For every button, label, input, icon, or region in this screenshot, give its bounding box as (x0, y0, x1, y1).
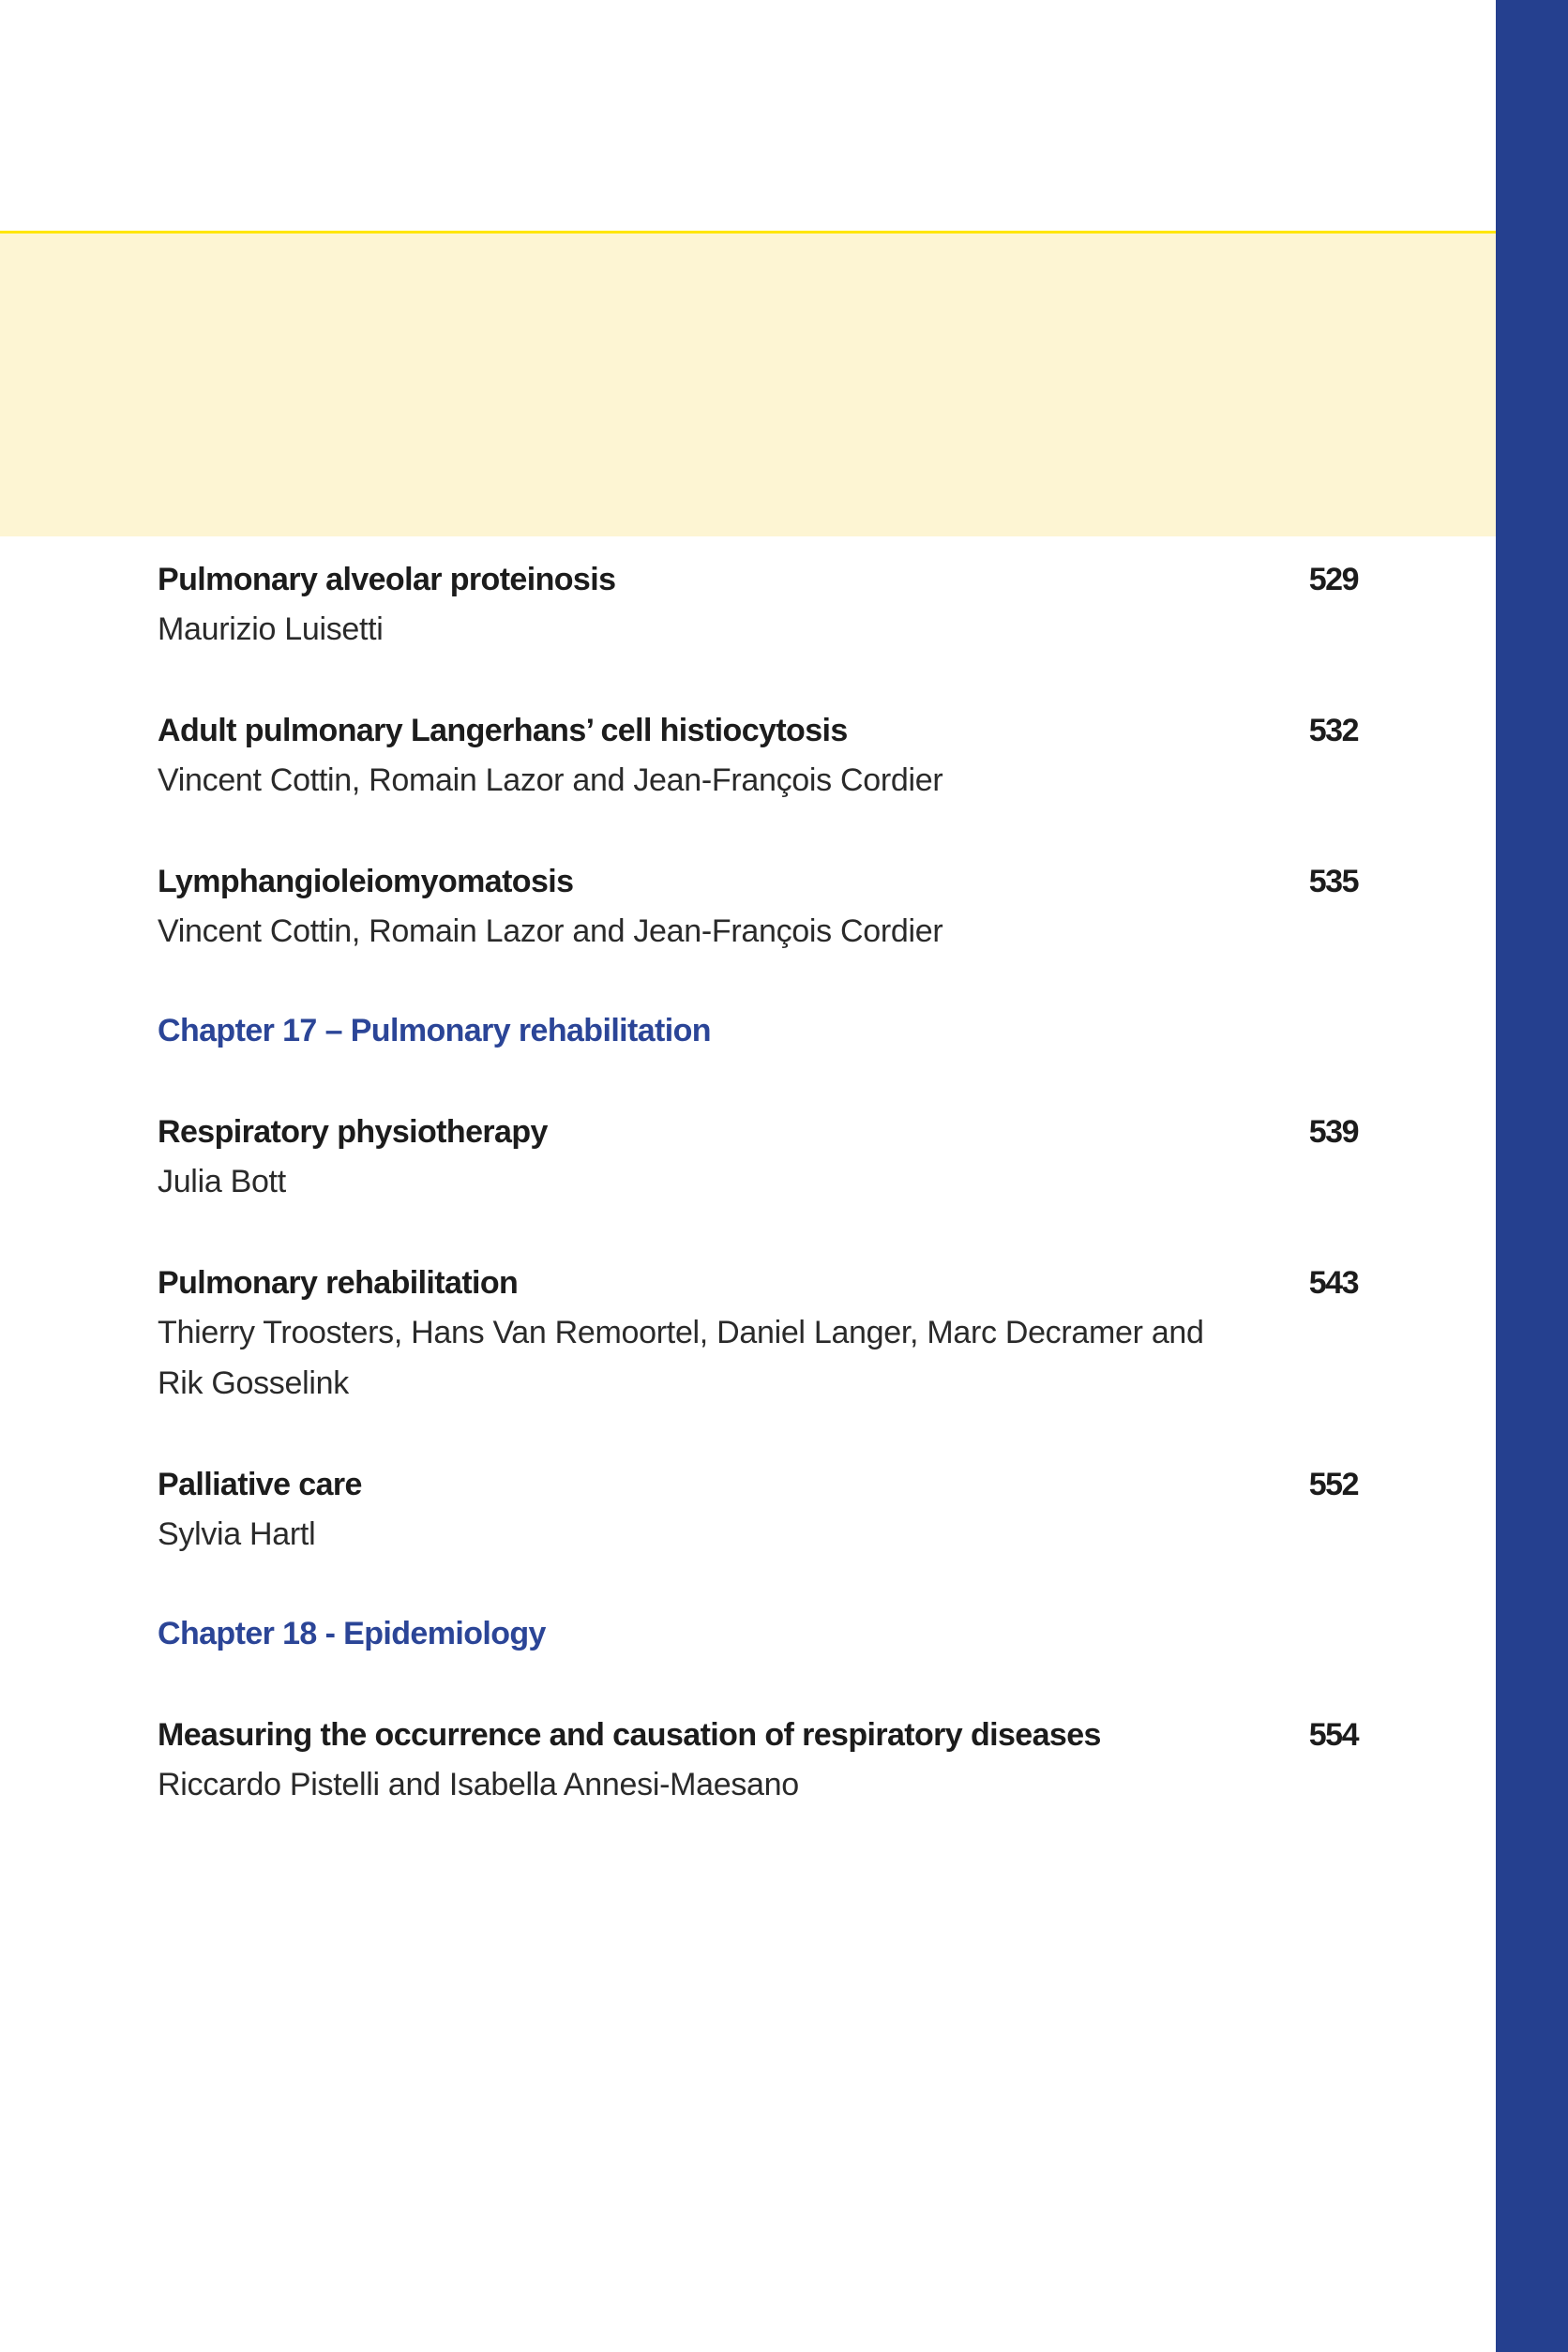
toc-entry-title: Lymphangioleiomyomatosis (158, 864, 574, 899)
table-of-contents (158, 555, 1358, 1862)
toc-entry-authors: Riccardo Pistelli and Isabella Annesi-Maesano (158, 1767, 799, 1802)
toc-entry-authors: Julia Bott (158, 1164, 286, 1199)
toc-entry-page-number: 539 (1308, 1114, 1358, 1150)
toc-entry-title: Palliative care (158, 1467, 362, 1502)
chapter-heading[interactable]: Chapter 18 - Epidemiology (158, 1616, 546, 1651)
toc-entry[interactable] (158, 1108, 1358, 1207)
toc-entry-title: Pulmonary alveolar proteinosis (158, 562, 616, 597)
toc-entry-authors: Vincent Cottin, Romain Lazor and Jean-François Cordier (158, 762, 943, 798)
toc-entry[interactable] (158, 706, 1358, 806)
toc-entry-page-number: 554 (1308, 1717, 1358, 1753)
toc-entry-title: Measuring the occurrence and causation of respiratory diseases (158, 1717, 1101, 1753)
toc-entry-page-number: 529 (1308, 562, 1358, 597)
header-band (0, 231, 1496, 536)
toc-entry-title: Adult pulmonary Langerhans’ cell histiocytosis (158, 713, 848, 748)
toc-entry-authors: Maurizio Luisetti (158, 611, 384, 647)
toc-entry-page-number: 532 (1308, 713, 1358, 748)
chapter-color-sidebar (1496, 0, 1568, 2352)
toc-entry-page-number: 535 (1308, 864, 1358, 899)
toc-entry-authors: Thierry Troosters, Hans Van Remoortel, Daniel Langer, Marc Decramer and Rik Gosselink (158, 1315, 1204, 1401)
toc-entry[interactable] (158, 1259, 1358, 1409)
toc-entry-authors: Vincent Cottin, Romain Lazor and Jean-François Cordier (158, 913, 943, 949)
toc-entry-page-number: 543 (1308, 1265, 1358, 1301)
toc-entry[interactable] (158, 555, 1358, 655)
toc-entry[interactable] (158, 857, 1358, 957)
toc-entry-title: Pulmonary rehabilitation (158, 1265, 519, 1301)
toc-entry[interactable] (158, 1711, 1358, 1810)
toc-entry[interactable] (158, 1460, 1358, 1560)
toc-entry-authors: Sylvia Hartl (158, 1516, 316, 1552)
toc-entry-page-number: 552 (1308, 1467, 1358, 1502)
chapter-heading[interactable]: Chapter 17 – Pulmonary rehabilitation (158, 1013, 711, 1048)
toc-entry-title: Respiratory physiotherapy (158, 1114, 548, 1150)
